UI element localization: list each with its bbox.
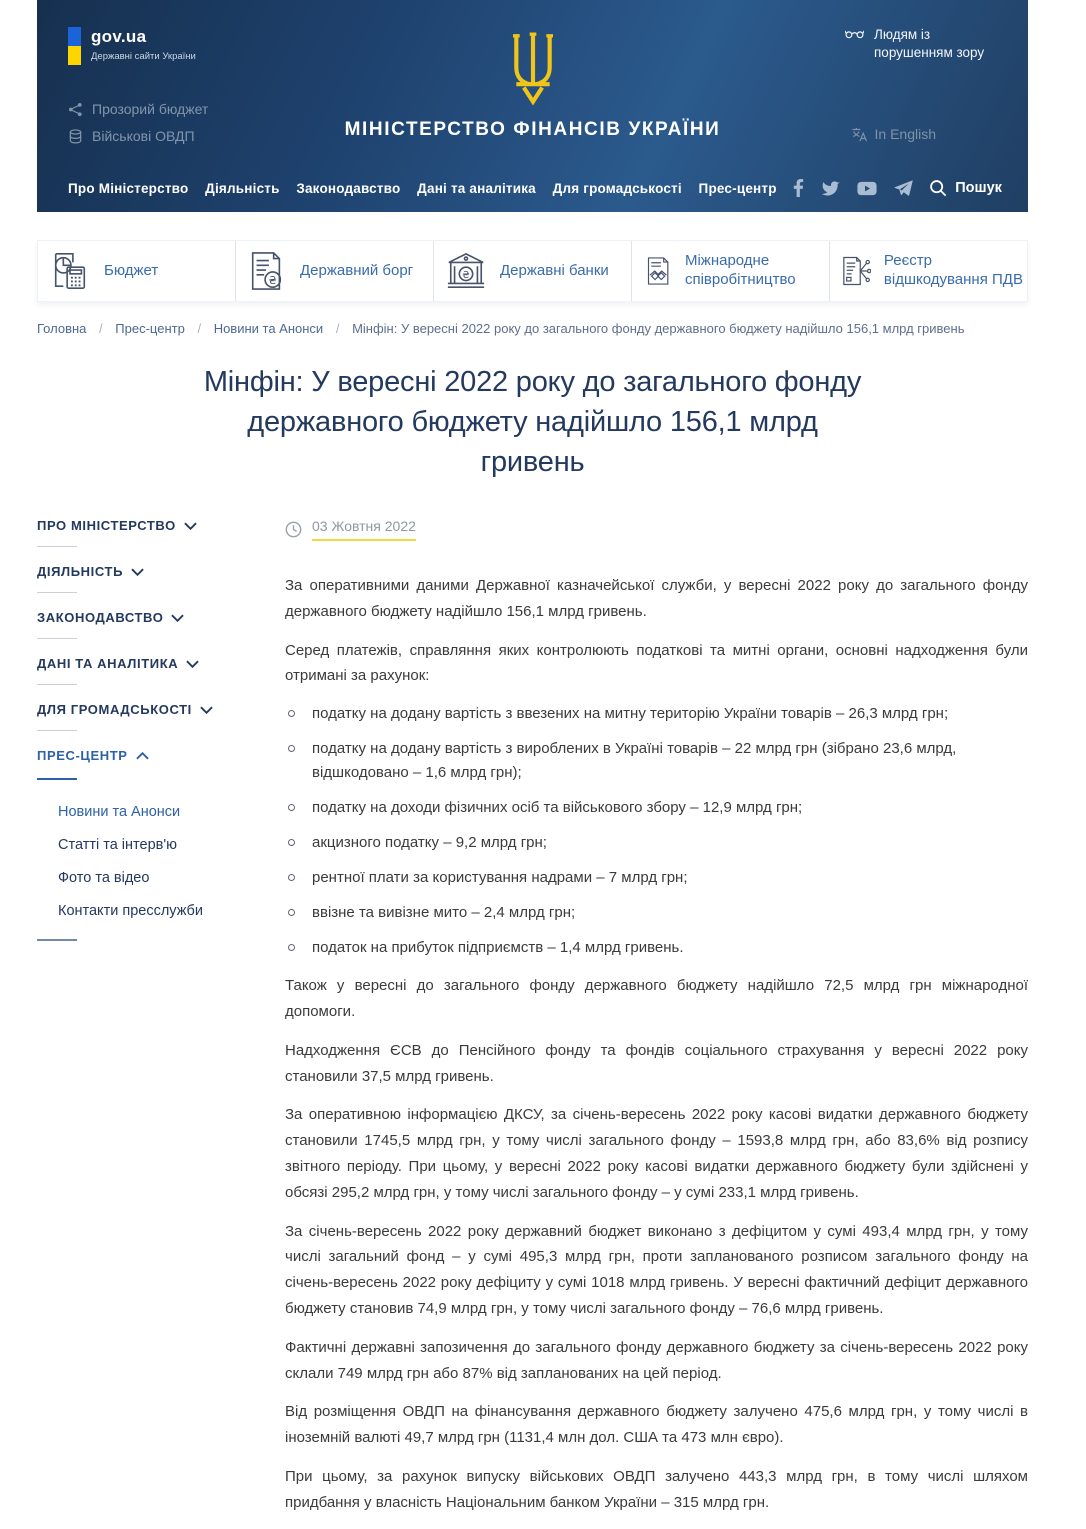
facebook-icon xyxy=(793,179,804,197)
quick-link-vat-registry-label: Реєстр відшкодування ПДВ xyxy=(883,252,1023,288)
sidebar-divider xyxy=(37,684,77,685)
ukraine-flag-icon xyxy=(68,27,81,65)
page-shell xyxy=(37,0,1028,1529)
main-content xyxy=(37,518,1028,1529)
quick-links-bar xyxy=(37,240,1028,302)
quick-link-international-label: Міжнародне співробітництво xyxy=(684,252,796,288)
paragraph: За оперативними даними Державної казначейської служби, у вересні 2022 року до загального фонду державного бюджету надійшло 156,1 млрд гривень. xyxy=(285,577,1028,620)
govua-subtitle: Державні сайти України xyxy=(91,51,196,62)
state-debt-icon xyxy=(247,251,287,291)
site-header xyxy=(37,0,1028,212)
main-nav xyxy=(68,179,1002,197)
sidebar-item-press-center[interactable] xyxy=(37,748,245,763)
budget-icon xyxy=(49,251,91,291)
paragraph: Також у вересні до загального фонду державного бюджету надійшло 72,5 млрд грн міжнародної допомоги. xyxy=(285,977,1028,1020)
sidebar-divider xyxy=(37,592,77,593)
accessibility-link[interactable] xyxy=(845,26,992,62)
chevron-down-icon xyxy=(200,706,213,714)
telegram-link[interactable] xyxy=(894,180,913,197)
chevron-down-icon xyxy=(171,614,184,622)
military-bonds-link[interactable] xyxy=(68,128,208,144)
breadcrumb-news[interactable]: Новини та Анонси xyxy=(213,321,324,336)
sidebar-item-label: ДАНІ ТА АНАЛІТИКА xyxy=(37,656,179,671)
twitter-icon xyxy=(821,180,840,196)
paragraph: Фактичні державні запозичення до загального фонду державного бюджету за січень-вересень 2022 року склали 749 млрд грн або 87% від запланованих на цей період. xyxy=(285,1338,1028,1382)
submenu-photo-video[interactable]: Фото та відео xyxy=(58,870,150,886)
paragraph: За оперативною інформацією ДКСУ, за січень-вересень 2022 року касові видатки державного бюджету становили 1745,5 млрд грн, у тому числі загального фонду – 1593,8 млрд грн, або 83,6% від розпису звітного періоду. При цьому, у вересні 2022 року касові видатки державного бюджету були здійснені у обсязі 295,2 млрд грн, у тому числі загального фонду – у сумі 233,1 млрд гривень. xyxy=(285,1106,1028,1201)
breadcrumb-separator: / xyxy=(197,321,202,336)
breadcrumb xyxy=(37,321,1028,336)
sidebar-item-label: ДІЯЛЬНІСТЬ xyxy=(37,564,124,579)
bullet-item: податку на доходи фізичних осіб та військового збору – 12,9 млрд грн; xyxy=(285,796,1028,820)
submenu-press-contacts[interactable]: Контакти пресслужби xyxy=(58,903,203,919)
quick-link-vat-registry[interactable] xyxy=(829,241,1027,301)
youtube-link[interactable] xyxy=(857,181,877,196)
chevron-down-icon xyxy=(184,522,197,530)
quick-link-state-banks-label: Державні банки xyxy=(500,261,609,279)
paragraph: За січень-вересень 2022 року державний бюджет виконано з дефіцитом у сумі 493,4 млрд грн, у тому числі загальний фонд – у сумі 495,3 млрд грн, проти запланованого розписом загального фонду на січень-вересень 2022 року дефіциту у сумі 1018 млрд гривень. У вересні фактичний дефіцит державного бюджету становив 74,9 млрд грн, у тому числі загального фонду – 76,6 млрд гривень. xyxy=(285,1222,1028,1317)
revenue-bullet-list xyxy=(285,702,1028,960)
sidebar-item-label: ПРЕС-ЦЕНТР xyxy=(37,748,128,763)
vat-registry-icon xyxy=(841,251,871,291)
military-bonds-label: Військові ОВДП xyxy=(92,128,195,144)
nav-legislation[interactable]: Законодавство xyxy=(296,180,401,196)
search-icon xyxy=(929,179,947,197)
bullet-item: податок на прибуток підприємств – 1,4 млрд гривень. xyxy=(285,936,1028,960)
search-button[interactable] xyxy=(929,179,1002,197)
bullet-item: податку на додану вартість з вироблених в Україні товарів – 22 млрд грн (зібрано 23,6 млрд, відшкодовано – 1,6 млрд грн); xyxy=(285,737,1028,785)
ministry-title: МІНІСТЕРСТВО ФІНАНСІВ УКРАЇНИ xyxy=(344,119,721,140)
transparent-budget-label: Прозорий бюджет xyxy=(92,101,209,117)
nav-about-ministry[interactable]: Про Міністерство xyxy=(68,180,189,196)
sidebar-divider xyxy=(37,638,77,639)
breadcrumb-home[interactable]: Головна xyxy=(37,321,87,336)
govua-title: gov.ua xyxy=(91,27,147,46)
article-date-row xyxy=(285,518,1028,541)
youtube-icon xyxy=(857,181,877,196)
article xyxy=(285,518,1028,1529)
translate-icon xyxy=(851,127,868,142)
sidebar-item-for-public[interactable] xyxy=(37,702,245,717)
article-date: 03 Жовтня 2022 xyxy=(312,518,416,541)
quick-link-state-debt-label: Державний борг xyxy=(300,261,414,279)
sidebar-item-label: ЗАКОНОДАВСТВО xyxy=(37,610,164,625)
quick-link-state-debt[interactable] xyxy=(235,241,433,301)
sidebar-item-label: ДЛЯ ГРОМАДСЬКОСТІ xyxy=(37,702,192,717)
bullet-item: рентної плати за користування надрами – 7 млрд грн; xyxy=(285,866,1028,890)
sidebar-item-data-analytics[interactable] xyxy=(37,656,245,671)
quick-link-international[interactable] xyxy=(631,241,829,301)
search-label: Пошук xyxy=(955,180,1002,196)
language-label: In English xyxy=(874,126,936,142)
accessibility-label: Людям із порушенням зору xyxy=(874,27,985,61)
sidebar-divider xyxy=(37,546,77,547)
chevron-down-icon xyxy=(186,660,199,668)
sidebar-item-legislation[interactable] xyxy=(37,610,245,625)
nav-activity[interactable]: Діяльність xyxy=(205,180,280,196)
paragraph: Серед платежів, справляння яких контролюють податкові та митні органи, основні надходження були отримані за рахунок: xyxy=(285,641,1028,685)
paragraph: При цьому, за рахунок випуску військових ОВДП залучено 443,3 млрд грн, в тому числі шляхом придбання у власність Національним банком України – 315 млрд грн. xyxy=(285,1467,1028,1511)
trident-emblem-icon xyxy=(505,30,561,110)
paragraph: Від розміщення ОВДП на фінансування державного бюджету залучено 475,6 млрд грн, у тому числі в іноземній валюті 49,7 млрд грн (1131,4 млн дол. США та 473 млн євро). xyxy=(285,1403,1028,1447)
sidebar-item-activity[interactable] xyxy=(37,564,245,579)
article-body xyxy=(285,573,1028,1516)
bullet-item: акцизного податку – 9,2 млрд грн; xyxy=(285,831,1028,855)
language-link[interactable] xyxy=(851,126,936,142)
quick-link-budget-label: Бюджет xyxy=(104,261,159,279)
bullet-item: ввізне та вивізне мито – 2,4 млрд грн; xyxy=(285,901,1028,925)
sidebar-item-label: ПРО МІНІСТЕРСТВО xyxy=(37,518,176,533)
nav-press-center[interactable]: Прес-центр xyxy=(698,180,777,196)
chevron-up-icon xyxy=(136,752,149,760)
nav-data-analytics[interactable]: Дані та аналітика xyxy=(417,180,536,196)
svg-text:₴: ₴ xyxy=(268,274,277,287)
header-side-links xyxy=(68,101,208,144)
chevron-down-icon xyxy=(131,568,144,576)
submenu-news[interactable]: Новини та Анонси xyxy=(58,804,181,820)
quick-link-budget[interactable] xyxy=(38,241,235,301)
telegram-icon xyxy=(894,180,913,197)
nav-for-public[interactable]: Для громадськості xyxy=(552,180,682,196)
coins-icon xyxy=(68,129,83,144)
bullet-item: податку на додану вартість з ввезених на митну територію України товарів – 26,3 млрд грн; xyxy=(285,702,1028,726)
clock-icon xyxy=(285,521,302,538)
international-icon xyxy=(643,251,672,291)
press-center-submenu xyxy=(58,804,245,919)
submenu-articles-interviews[interactable]: Статті та інтерв'ю xyxy=(58,837,177,853)
facebook-link[interactable] xyxy=(793,179,804,197)
breadcrumb-separator: / xyxy=(335,321,340,336)
glasses-icon xyxy=(845,29,864,39)
sidebar-active-divider xyxy=(37,778,77,780)
share-icon xyxy=(68,102,83,117)
sidebar-divider xyxy=(37,730,77,731)
sidebar-item-about-ministry[interactable] xyxy=(37,518,245,533)
svg-text:₴: ₴ xyxy=(462,270,470,282)
page-title: Мінфін: У вересні 2022 року до загального фонду державного бюджету надійшло 156,1 млрд гривень xyxy=(203,366,862,478)
twitter-link[interactable] xyxy=(821,180,840,196)
govua-logo[interactable] xyxy=(68,27,196,65)
state-banks-icon xyxy=(445,251,487,291)
transparent-budget-link[interactable] xyxy=(68,101,208,117)
breadcrumb-press-center[interactable]: Прес-центр xyxy=(115,321,185,336)
sidebar-bottom-divider xyxy=(37,939,77,941)
breadcrumb-separator: / xyxy=(99,321,103,336)
paragraph: Надходження ЄСВ до Пенсійного фонду та фондів соціального страхування у вересні 2022 року становили 37,5 млрд гривень. xyxy=(285,1041,1028,1085)
breadcrumb-current: Мінфін: У вересні 2022 року до загального фонду державного бюджету надійшло 156,1 млрд гривень xyxy=(352,321,965,336)
quick-link-state-banks[interactable] xyxy=(433,241,631,301)
sidebar xyxy=(37,518,245,1529)
